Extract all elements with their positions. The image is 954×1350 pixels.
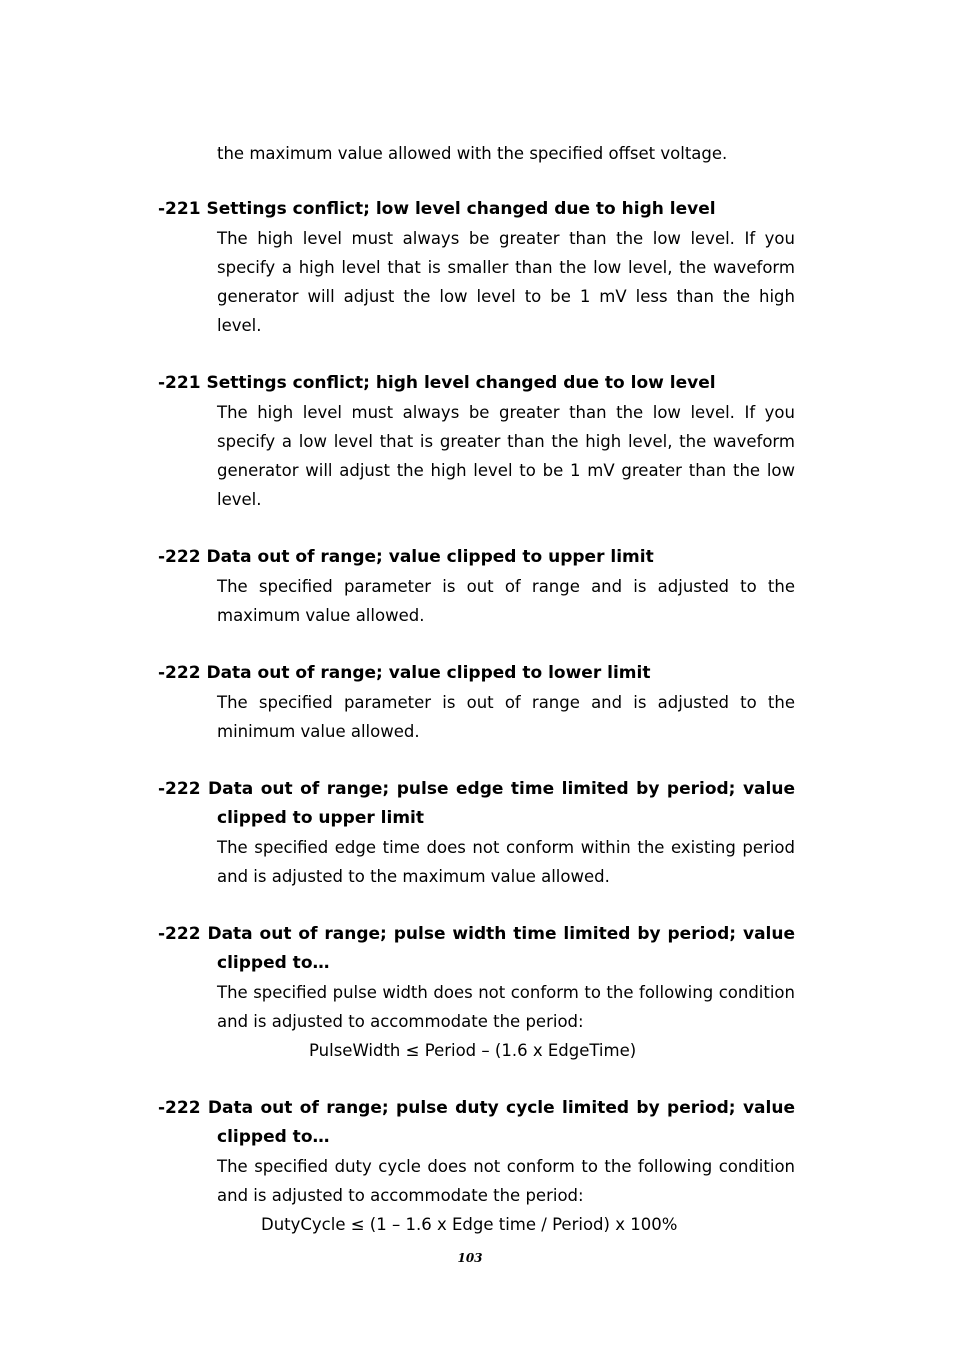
error-heading: -221 Settings conflict; low level changed due to high level — [158, 199, 716, 219]
page-number: 103 — [457, 1251, 483, 1265]
error-description: The specified pulse width does not conform to the following condition and is adjusted to accommodate the period: — [217, 983, 795, 1031]
error-description: The specified edge time does not conform within the existing period and is adjusted to the maximum value allowed. — [217, 838, 795, 886]
error-description: The specified duty cycle does not conform to the following condition and is adjusted to accommodate the period: — [217, 1157, 795, 1205]
error-description: The specified parameter is out of range and is adjusted to the maximum value allowed. — [217, 577, 795, 625]
error-entry — [158, 195, 798, 340]
error-heading: -222 Data out of range; pulse width time limited by period; value clipped to… — [158, 924, 795, 973]
error-entry — [158, 775, 798, 891]
error-heading: -222 Data out of range; pulse edge time limited by period; value clipped to upper limit — [158, 779, 795, 828]
error-heading: -222 Data out of range; value clipped to lower limit — [158, 663, 651, 683]
error-list — [158, 195, 798, 1268]
duty-cycle-formula: DutyCycle ≤ (1 – 1.6 x Edge time / Period) x 100% — [261, 1215, 678, 1234]
error-description: The high level must always be greater than the low level. If you specify a high level that is smaller than the low level, the waveform generator will adjust the low level to be 1 mV less than the high level. — [217, 229, 795, 335]
error-entry — [158, 1094, 798, 1239]
error-entry — [158, 543, 798, 630]
error-entry — [158, 369, 798, 514]
error-entry — [158, 920, 798, 1065]
error-description: The specified parameter is out of range and is adjusted to the minimum value allowed. — [217, 693, 795, 741]
error-heading: -221 Settings conflict; high level changed due to low level — [158, 373, 716, 393]
error-description: The high level must always be greater than the low level. If you specify a low level that is greater than the high level, the waveform generator will adjust the high level to be 1 mV greater than the low level. — [217, 403, 795, 509]
error-heading: -222 Data out of range; pulse duty cycle limited by period; value clipped to… — [158, 1098, 795, 1147]
error-heading: -222 Data out of range; value clipped to upper limit — [158, 547, 654, 567]
continued-paragraph: the maximum value allowed with the specified offset voltage. — [217, 144, 728, 163]
pulse-width-formula: PulseWidth ≤ Period – (1.6 x EdgeTime) — [309, 1041, 637, 1060]
error-entry — [158, 659, 798, 746]
